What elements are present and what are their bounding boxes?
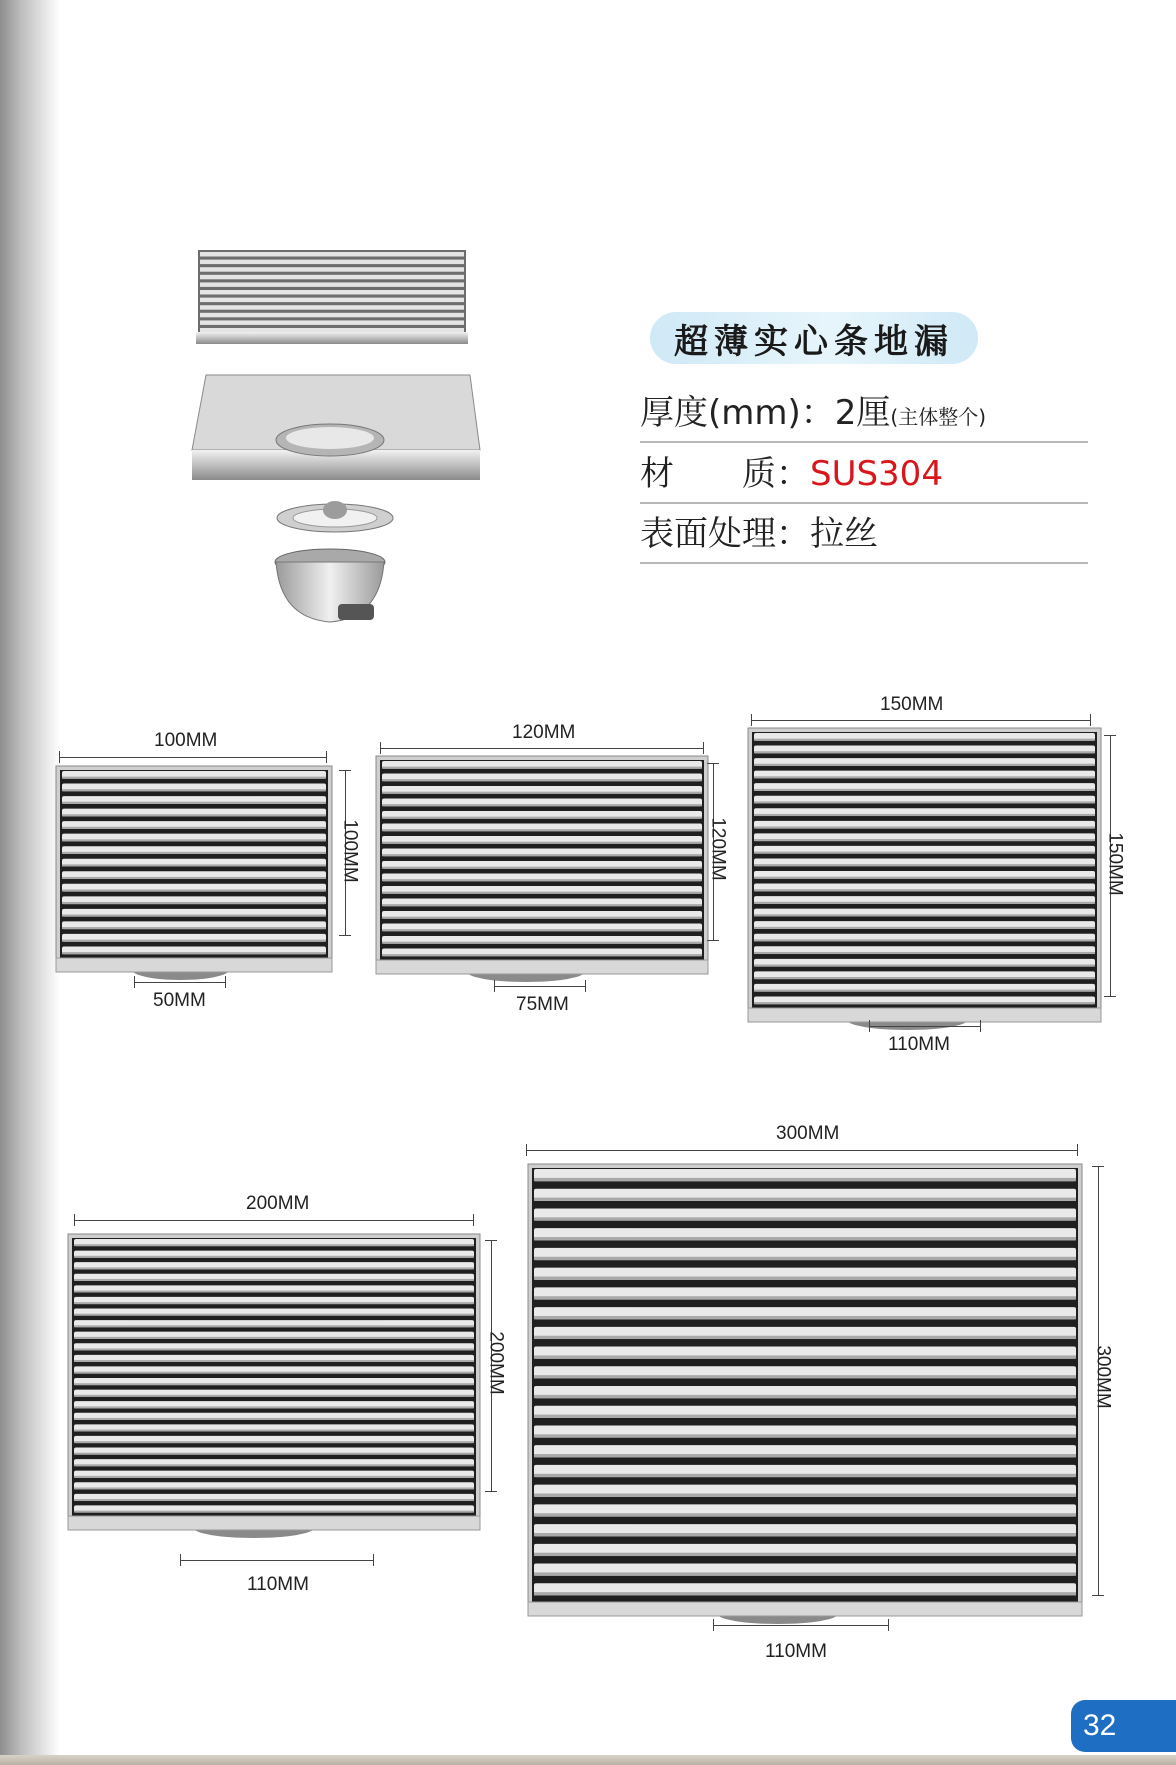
width-label: 100MM (154, 730, 218, 751)
outlet-dimension-line (494, 986, 586, 987)
width-label: 120MM (512, 722, 576, 743)
width-dimension-line (380, 748, 704, 749)
width-dimension-line (59, 757, 327, 758)
outlet-label: 110MM (888, 1034, 950, 1055)
outlet-label: 110MM (765, 1641, 827, 1662)
spec-value-thickness: 2厘 (834, 393, 891, 433)
spec-value-material: SUS304 (810, 454, 943, 494)
height-label: 100MM (339, 819, 361, 883)
width-label: 200MM (246, 1193, 310, 1214)
width-label: 150MM (880, 694, 944, 715)
grate-300 (528, 1164, 1082, 1624)
grate-200 (68, 1234, 480, 1538)
width-dimension-line (751, 720, 1091, 721)
width-label: 300MM (776, 1123, 840, 1144)
page-bottom-edge (0, 1755, 1176, 1765)
page-number-tab (1071, 1700, 1176, 1752)
outlet-label: 110MM (247, 1574, 309, 1595)
height-label: 120MM (707, 817, 729, 881)
spec-note-thickness: (主体整个) (890, 405, 987, 429)
outlet-dimension-line (869, 1026, 981, 1027)
grate-120 (376, 756, 708, 982)
outlet-label: 50MM (153, 990, 206, 1011)
grate-150 (748, 728, 1101, 1030)
outlet-label: 75MM (516, 994, 569, 1015)
grate-100 (56, 766, 332, 980)
width-dimension-line (526, 1150, 1078, 1151)
height-label: 300MM (1092, 1345, 1114, 1409)
product-title-banner: 超薄实心条地漏 (650, 312, 978, 364)
spec-label-thickness: 厚度(mm)： (640, 393, 835, 433)
height-label: 200MM (485, 1331, 507, 1395)
outlet-dimension-line (134, 982, 226, 983)
outlet-dimension-line (713, 1625, 889, 1626)
page-number: 32 (1083, 1709, 1117, 1742)
width-dimension-line (74, 1220, 474, 1221)
spec-label-finish: 表面处理： (640, 514, 810, 554)
spec-label-material: 材 质： (640, 454, 810, 494)
outlet-dimension-line (180, 1560, 374, 1561)
spec-value-finish: 拉丝 (810, 514, 878, 554)
height-label: 150MM (1104, 832, 1126, 896)
